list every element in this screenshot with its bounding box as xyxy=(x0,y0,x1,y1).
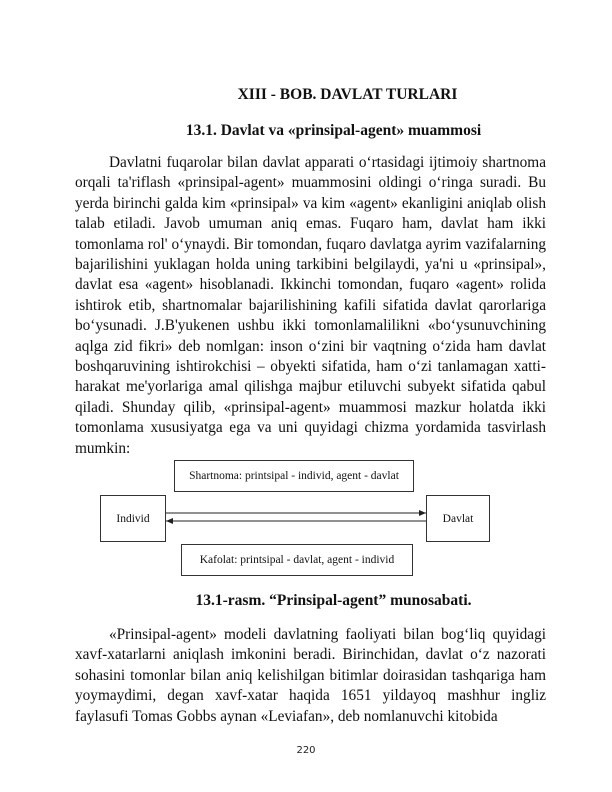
body-paragraph-1: Davlatni fuqarolar bilan davlat apparati o‘rtasidagi ijtimoiy shartnoma orqali ta'riflash «prinsipal-agent» muammosini oldingi o‘ringa suradi. Bu yerda birinchi galda kim «prinsipal» va kim «agent» ekanligini aniqlab olish talab etiladi. Javob umuman aniq emas. Fuqaro ham, davlat ham ikki tomonlama rol' o‘ynaydi. Bir tomondan, fuqaro davlatga ayrim vazifalarning bajarilishini yuklagan holda uning tarkibini belgilaydi, ya'ni u «prinsipal», davlat esa «agent» hisoblanadi. Ikkinchi tomondan, fuqaro «agent» rolida ishtirok etib, shartnomalar bajarilishining kafili sifatida davlat qarorlariga bo‘ysunadi. J.B'yukenen ushbu ikki tomonlamalilikni «bo‘ysunuvchining aqlga zid fikri» deb nomlgan: inson o‘zini bir vaqtning o‘zida ham davlat boshqaruvining ishtirokchisi – obyekti sifatida, ham o‘zi tanlamagan xatti-harakat me'yorlariga amal qilishga majbur etiluvchi subyekt sifatida qabul qiladi. Shunday qilib, «prinsipal-agent» muammosi mazkur holatda ikki tomonlama xususiyatga ega va uni quyidagi chizma yordamida tasvirlash mumkin: xyxy=(75,154,546,457)
individ-label: Individ xyxy=(116,512,150,525)
chapter-title: XIII - BOB. DAVLAT TURLARI xyxy=(237,86,458,103)
section-title: 13.1. Davlat va «prinsipal-agent» muammosi xyxy=(185,122,482,139)
figure-caption: 13.1-rasm. “Prinsipal-agent” munosabati. xyxy=(195,592,472,609)
page-number: 220 xyxy=(296,745,316,756)
guarantee-label: Kafolat: printsipal - davlat, agent - individ xyxy=(199,554,395,566)
contract-box xyxy=(174,460,414,492)
guarantee-box xyxy=(181,544,413,576)
contract-label: Shartnoma: printsipal - individ, agent - davlat xyxy=(189,470,399,482)
individ-box xyxy=(100,495,166,542)
davlat-box xyxy=(426,495,490,542)
body-paragraph-2: «Prinsipal-agent» modeli davlatning faoliyati bilan bog‘liq quyidagi xavf-xatarlarni aniqlash imkonini beradi. Birinchidan, davlat o‘z nazorati sohasini tomonlar bilan aniq kelishilgan bitimlar doirasidan tashqariga ham yoymaydimi, degan xavf-xatar haqida 1651 yildayoq mashhur ingliz faylasufi Tomas Gobbs aynan «Leviafan», deb nomlanuvchi kitobida xyxy=(75,626,546,725)
davlat-label: Davlat xyxy=(442,512,474,525)
